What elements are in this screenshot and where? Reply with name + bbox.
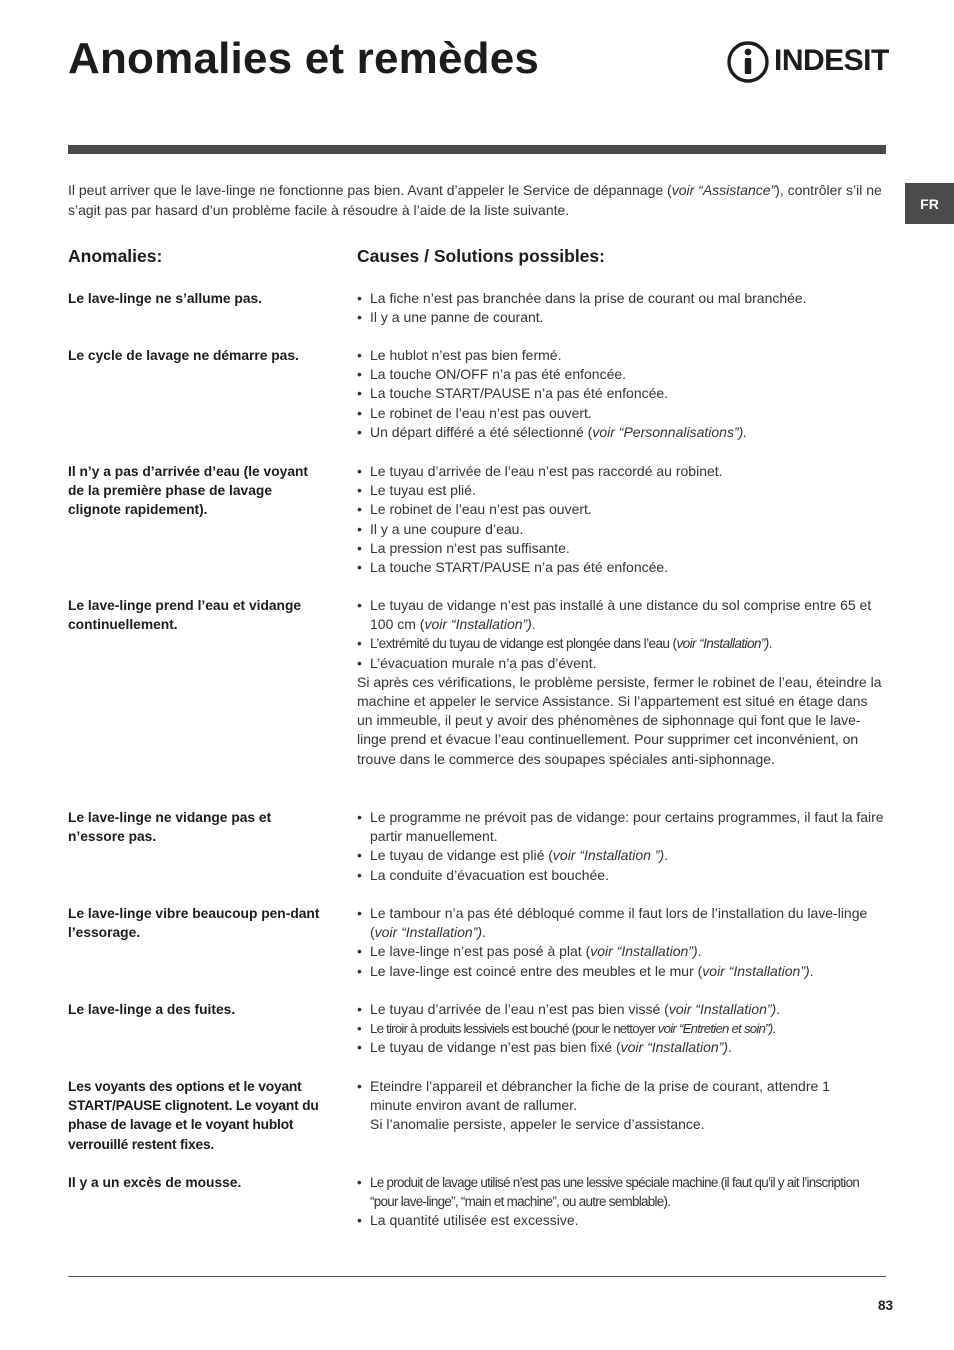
cause-reference: voir “Entretien et soin”) [657,1021,773,1037]
cause-item [357,1038,886,1057]
cause-item [357,1211,886,1230]
cause-end: . [772,1021,776,1037]
cause-end: . [728,1039,732,1056]
cause-text: Le lave-linge n’est pas posé à plat ( [370,943,591,960]
cause-text: Le tuyau de vidange n’est pas installé à une distance du sol comprise entre 65 et 100 cm ( [370,597,872,633]
cause-item [357,481,886,500]
cause-item [357,423,886,442]
cause-text: La touche START/PAUSE n’a pas été enfoncée. [370,559,669,576]
cause-reference: voir “Personnalisations”). [592,423,748,440]
causes-list [357,289,886,327]
cause-text: Le produit de lavage utilisé n’est pas une lessive spéciale machine (il faut qu’il y ait l’inscription “pour lave-linge”, “main et machine”, ou autre semblable). [370,1175,860,1210]
cause-note: Si l’anomalie persiste, appeler le service d’assistance. [370,1116,705,1133]
causes-list [357,596,886,769]
cause-item [357,942,886,961]
cause-reference: voir “Installation”) [668,1001,777,1017]
causes-list [357,346,886,442]
brand-logo-text: INDESIT [774,44,889,77]
cause-item [357,558,886,577]
cause-item [357,500,886,519]
cause-text: La conduite d’évacuation est bouchée. [370,866,609,883]
cause-item [357,1173,886,1211]
causes-list [357,808,886,885]
cause-item [357,365,886,384]
cause-text: La touche START/PAUSE n’a pas été enfoncée. [370,385,669,402]
cause-reference: voir “Installation”) [424,616,532,633]
cause-text: La quantité utilisée est excessive. [370,1212,579,1229]
cause-text: La fiche n’est pas branchée dans la prise de courant ou mal branchée. [370,290,807,306]
cause-text: Le programme ne prévoit pas de vidange: pour certains programmes, il faut la faire partir manuellement. [370,809,884,845]
causes-list [357,1000,886,1058]
anomaly-label: Le lave-linge ne s’allume pas. [68,291,262,306]
cause-text: Le tuyau de vidange est plié ( [370,847,553,864]
causes-heading: Causes / Solutions possibles: [357,246,605,266]
cause-text: Il y a une panne de courant. [370,309,544,326]
cause-text: Le tambour n’a pas été débloqué comme il faut lors de l’installation du lave-linge ( [370,905,868,941]
title-rule [68,145,886,154]
cause-reference: voir “Installation”) [590,943,698,960]
cause-end: . [664,847,669,864]
intro-paragraph [68,180,886,220]
cause-text: Le tuyau d’arrivée de l’eau n’est pas bien vissé ( [370,1001,669,1017]
cause-text: Le robinet de l’eau n’est pas ouvert. [370,501,592,518]
cause-reference: voir “Installation”) [374,924,483,941]
cause-end: . [482,924,486,941]
cause-text: Le tuyau d’arrivée de l’eau n’est pas raccordé au robinet. [370,463,723,479]
cause-note: Si après ces vérifications, le problème persiste, fermer le robinet de l’eau, éteindre la machine et appeler le service Assistance. Si l’appartement est situé en étage dans un immeuble, il peut y avoir des phénomènes de siphonnage qui font que le lave-linge prend et évacue l’eau continuellement. Pour supprimer cet inconvénient, on trouve dans le commerce des soupapes spéciales anti-siphonnage. [357,673,882,767]
causes-list [357,1077,886,1135]
cause-text: L’évacuation murale n’a pas d’évent. [370,654,597,671]
anomaly-label: Le lave-linge a des fuites. [68,1002,236,1017]
cause-end: . [776,1001,781,1017]
cause-end: . [697,943,702,960]
cause-end: . [809,962,814,979]
cause-item [357,654,886,673]
cause-end: . [768,636,772,652]
cause-end: . [531,616,536,633]
cause-item [357,520,886,539]
cause-item [357,962,886,981]
cause-text: Un départ différé a été sélectionné ( [370,423,593,440]
cause-item [357,462,886,481]
footer-rule [68,1276,886,1277]
cause-item [357,308,886,327]
cause-text: Le tuyau de vidange n’est pas bien fixé ( [370,1039,621,1056]
anomaly-label: Le lave-linge prend l’eau et vidange continuellement. [68,598,302,633]
cause-reference: voir “Installation”) [702,962,810,979]
cause-text: Le tiroir à produits lessiviels est bouché (pour le nettoyer [370,1021,658,1037]
cause-item [357,1000,886,1019]
page-number: 83 [877,1298,893,1313]
intro-text-before: Il peut arriver que le lave-linge ne fonctionne pas bien. Avant d’appeler le Service de dépannage ( [68,182,672,198]
cause-item [357,404,886,423]
anomaly-label: Le lave-linge ne vidange pas et n’essore pas. [68,810,272,845]
cause-text: Le lave-linge est coincé entre des meubles et le mur ( [370,962,703,979]
cause-item [357,1077,862,1115]
cause-item [357,1019,886,1038]
anomaly-label: Les voyants des options et le voyant START/PAUSE clignotent. Le voyant du phase de lavage et le voyant hublot verrouillé restent fixes. [68,1079,319,1152]
language-tab: FR [905,183,954,224]
intro-text-after: ), contrôler s’il ne s’agit pas par hasard d’un problème facile à résoudre à l’aide de la liste suivante. [68,182,882,218]
anomaly-label: Le lave-linge vibre beaucoup pen-dant l’essorage. [68,906,320,941]
cause-text: Le robinet de l’eau n’est pas ouvert. [370,404,592,421]
cause-item [357,384,886,403]
cause-item [357,634,886,653]
cause-text: Il y a une coupure d’eau. [370,520,524,537]
cause-item [357,596,886,634]
cause-item [357,289,886,308]
anomaly-label: Il n’y a pas d’arrivée d’eau (le voyant de la première phase de lavage clignote rapidement). [68,464,309,518]
intro-reference: voir “Assistance” [671,182,776,198]
cause-reference: voir “Installation ”) [552,847,665,864]
causes-list [357,462,886,577]
cause-text: La pression n’est pas suffisante. [370,539,570,556]
causes-list [357,904,886,981]
brand-logo [726,40,888,84]
cause-item [357,346,886,365]
cause-item [357,539,886,558]
cause-text: L’extrémité du tuyau de vidange est plongée dans l’eau ( [370,636,677,652]
cause-text: La touche ON/OFF n’a pas été enfoncée. [370,366,627,383]
cause-text: Le tuyau est plié. [370,482,476,499]
cause-reference: voir “Installation”) [620,1039,728,1056]
cause-item [357,846,886,865]
anomaly-label: Il y a un excès de mousse. [68,1175,242,1190]
page-title: Anomalies et remèdes [68,34,540,83]
cause-reference: voir “Installation”) [676,636,769,652]
anomalies-heading: Anomalies: [68,246,163,266]
cause-text: Eteindre l’appareil et débrancher la fiche de la prise de courant, attendre 1 minute environ avant de rallumer. [370,1078,830,1114]
cause-item [357,904,886,942]
cause-item [357,866,886,885]
brand-logo-icon [726,40,770,84]
cause-text: Le hublot n’est pas bien fermé. [370,347,562,363]
cause-item [357,808,886,846]
anomaly-label: Le cycle de lavage ne démarre pas. [68,348,299,363]
causes-list [357,1173,886,1231]
